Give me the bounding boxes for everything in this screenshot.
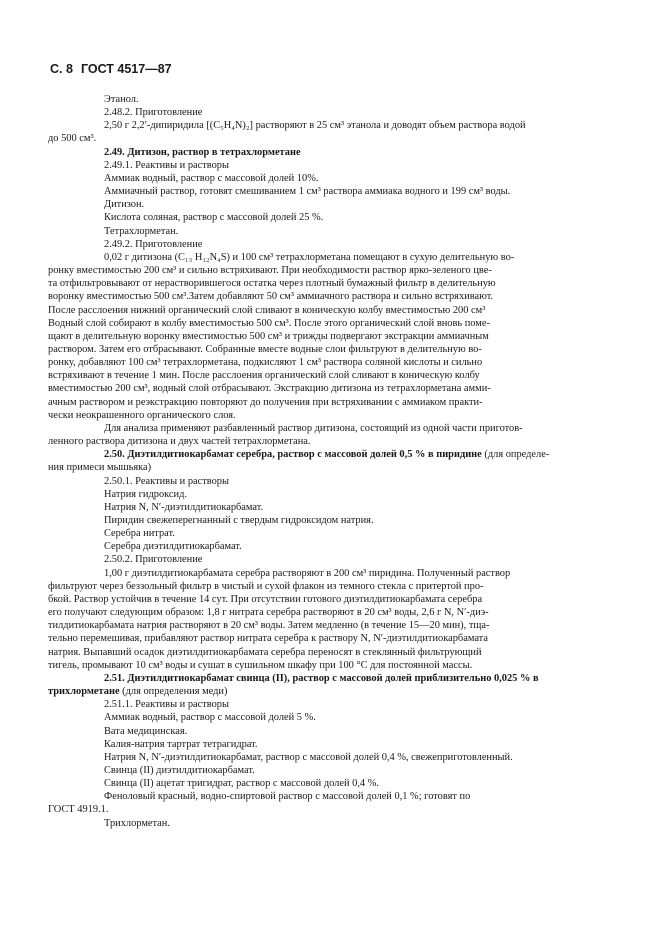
text-line: воронку вместимостью 500 см³.Затем добавляют 50 см³ аммиачного раствора и сильно встряхивают. (48, 291, 494, 303)
text-line: та отфильтровывают от нерастворившегося остатка через плотный бумажный фильтр в делительную (48, 278, 496, 290)
text-line: После расслоения нижний органический слой сливают в коническую колбу вместимостью 200 см³ (48, 304, 486, 316)
text-line: тельно перемешивая, прибавляют раствор нитрата серебра к раствору N, N′-диэтилдитиокарбамата (48, 633, 488, 645)
text-line: бкой. Раствор устойчив в течение 14 сут. При отсутствии готового диэтилдитиокарбамата серебра (48, 593, 483, 605)
text-line: тигель, промывают 10 см³ воды и сушат в сушильном шкафу при 100 °C для постоянной массы. (48, 659, 473, 671)
standard-number: ГОСТ 4517—87 (80, 62, 172, 76)
text-line: Свинца (II) диэтилдитиокарбамат. (104, 764, 255, 776)
text-line: тилдитиокарбамата натрия растворяют в 20 см³ воды. Затем медленно (в течение 15—20 мин), тща- (48, 620, 490, 632)
text-line: ния примеси мышьяка) (48, 462, 152, 474)
text-line: Свинца (II) ацетат тригидрат, раствор с массовой долей 0,4 %. (104, 778, 379, 790)
text-line: Вата медицинская. (104, 725, 188, 737)
text-line: ачным раствором и реэкстракцию повторяют до получения при встряхивании с аммиаком практи- (48, 396, 483, 408)
text-line: Аммиак водный, раствор с массовой долей 5 %. (104, 712, 316, 724)
text-line (48, 685, 614, 698)
text-line: Натрия гидроксид. (104, 488, 187, 500)
text-line: Аммиак водный, раствор с массовой долей 10%. (104, 172, 319, 184)
text-line: встряхивают в течение 1 мин. После расслоения органический слой сливают в коническую колбу (48, 370, 480, 382)
text-line: до 500 см³. (48, 133, 97, 145)
text-line: ленного раствора дитизона и двух частей тетрахлорметана. (48, 436, 311, 448)
text-line: натрия. Выпавший осадок диэтилдитиокарбамата серебра переносят в стеклянный фильтрующий (48, 646, 482, 658)
section-heading-2-50 (104, 448, 614, 461)
text-line: раствором. Затем его отбрасывают. Собранные вместе водные слои фильтруют в делительную во- (48, 343, 482, 355)
text-line: Этанол. (104, 94, 139, 105)
subsection-heading: 2.49.1. Реактивы и растворы (104, 159, 229, 171)
section-heading-text: трихлорметане (48, 686, 120, 698)
text-line: Пиридин свежеперегнанный с твердым гидроксидом натрия. (104, 515, 374, 526)
text-line: Кислота соляная, раствор с массовой долей 25 %. (104, 212, 324, 224)
text-line: Аммиачный раствор, готовят смешиванием 1 см³ раствора аммиака водного и 199 см³ воды. (104, 186, 511, 198)
section-heading-2-49: 2.49. Дитизон, раствор в тетрахлорметане (104, 146, 301, 158)
subsection-heading: 2.51.1. Реактивы и растворы (104, 699, 229, 711)
text-line: вместимостью 200 см³, водный слой отбрасывают. Экстракцию дитизона из тетрахлорметана амми- (48, 383, 491, 395)
section-heading-note: (для определе- (484, 449, 550, 461)
text-line: Калия-натрия тартрат тетрагидрат. (104, 738, 258, 750)
text-line: Серебра нитрат. (104, 528, 175, 540)
subsection-heading: 2.50.2. Приготовление (104, 554, 203, 566)
text-line: Феноловый красный, водно-спиртовой раствор с массовой долей 0,1 %; готовят по (104, 791, 471, 803)
section-heading-2-51: 2.51. Диэтилдитиокарбамат свинца (II), раствор с массовой долей приблизительно 0,025 % в (104, 672, 539, 684)
text-line: 1,00 г диэтилдитиокарбамата серебра растворяют в 200 см³ пиридина. Полученный раствор (104, 567, 511, 579)
text-line: Для анализа применяют разбавленный раствор дитизона, состоящий из одной части приготов- (104, 422, 523, 434)
text-line: Трихлорметан. (104, 817, 170, 829)
text-line: Серебра диэтилдитиокарбамат. (104, 541, 242, 553)
section-heading-text: 2.50. Диэтилдитиокарбамат серебра, раствор с массовой долей 0,5 % в пиридине (104, 449, 482, 461)
subsection-heading: 2.49.2. Приготовление (104, 238, 203, 250)
page-header (50, 62, 172, 76)
text-line: Натрия N, N′-диэтилдитиокарбамат, раствор с массовой долей 0,4 %, свежеприготовленный. (104, 751, 513, 763)
text-line: 2,50 г 2,2′-дипиридила [(C₅H₄N)₂] растворяют в 25 см³ этанола и доводят объем раствора водой (104, 120, 526, 132)
text-line: Тетрахлорметан. (104, 225, 179, 237)
text-line: ронку, добавляют 100 см³ тетрахлорметана, подкисляют 1 см³ раствора соляной кислоты и сильно (48, 357, 483, 369)
text-line: Водный слой собирают в колбу вместимостью 500 см³. После этого органический слой вновь поме- (48, 317, 490, 329)
document-body (48, 93, 614, 830)
page-number: С. 8 (50, 62, 73, 76)
subsection-heading: 2.48.2. Приготовление (104, 107, 203, 119)
text-line: ГОСТ 4919.1. (48, 804, 109, 816)
text-line: чески неокрашенного органического слоя. (48, 409, 236, 421)
text-line: фильтруют через беззольный фильтр в чистый и сухой флакон из темного стекла с притертой про- (48, 580, 484, 592)
text-line: его получают следующим образом: 1,8 г нитрата серебра растворяют в 20 см³ воды, 2,6 г N, N′-диэ- (48, 607, 489, 619)
text-line: щают в делительную воронку вместимостью 500 см³ и трижды подвергают экстракции аммиачным (48, 330, 489, 342)
subsection-heading: 2.50.1. Реактивы и растворы (104, 475, 229, 487)
text-line: Дитизон. (104, 199, 145, 211)
text-line: ронку вместимостью 200 см³ и сильно встряхивают. При необходимости раствор ярко-зеленого цве- (48, 265, 492, 277)
text-line: Натрия N, N′-диэтилдитиокарбамат. (104, 501, 264, 513)
text-line: 0,02 г дитизона (C₁₃ H₁₂N₄S) и 100 см³ тетрахлорметана помещают в сухую делительную во- (104, 251, 515, 263)
section-heading-note: (для определения меди) (122, 686, 228, 698)
